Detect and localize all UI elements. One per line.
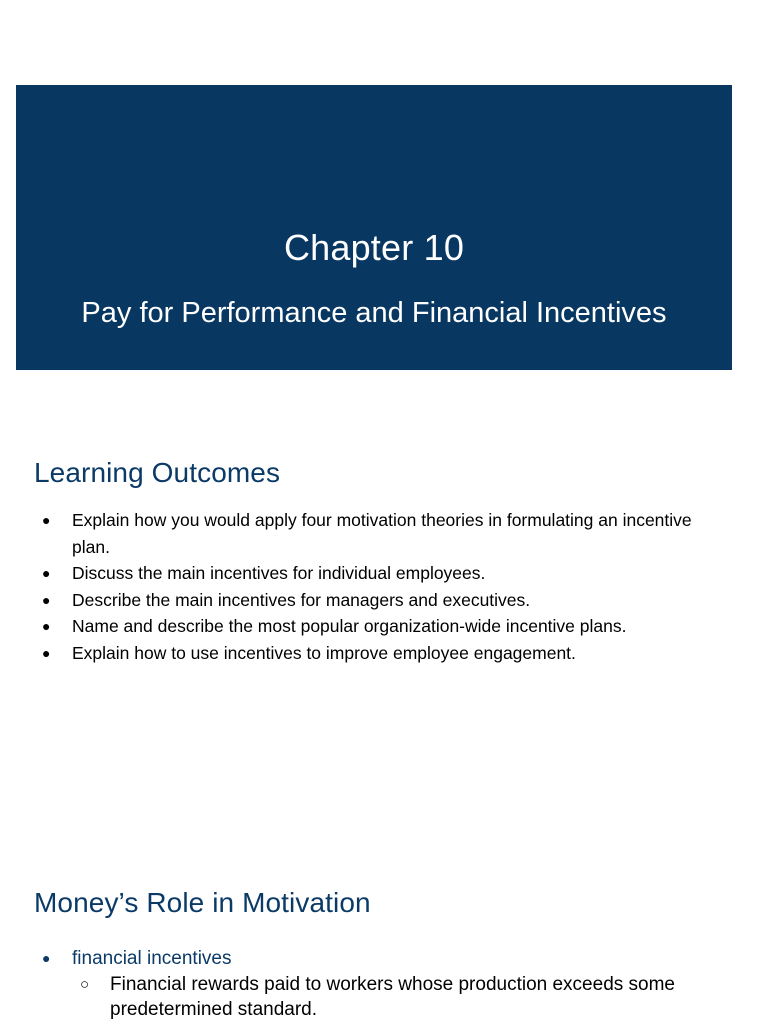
list-item-text: Explain how to use incentives to improve employee engagement. <box>72 642 576 663</box>
list-item <box>42 507 722 560</box>
list-item-text: Discuss the main incentives for individual employees. <box>72 563 486 583</box>
list-item <box>42 613 722 640</box>
term-text: financial incentives <box>72 948 232 969</box>
bullet-icon: ● <box>42 565 51 581</box>
learning-outcomes-list <box>42 507 722 666</box>
definition-text: Financial rewards paid to workers whose production exceeds some predetermined standard. <box>110 974 675 1020</box>
bullet-icon: ● <box>42 591 51 608</box>
learning-outcomes-heading: Learning Outcomes <box>34 457 281 488</box>
circle-bullet-icon: ○ <box>80 976 90 993</box>
list-item <box>42 945 722 972</box>
bullet-icon: ● <box>42 950 51 966</box>
title-banner <box>16 85 732 370</box>
money-role-list <box>42 945 722 1022</box>
list-item-text: Name and describe the most popular organization-wide incentive plans. <box>72 616 627 636</box>
bullet-icon: ● <box>42 644 51 661</box>
bullet-icon: ● <box>42 512 51 528</box>
list-item <box>42 640 722 667</box>
chapter-title: Chapter 10 <box>283 227 465 268</box>
bullet-icon: ● <box>42 618 51 634</box>
chapter-subtitle: Pay for Performance and Financial Incentives <box>81 297 667 329</box>
list-item <box>42 587 722 614</box>
money-role-heading: Money’s Role in Motivation <box>34 887 371 918</box>
list-item-text: Describe the main incentives for managers and executives. <box>72 589 531 610</box>
sub-list-item <box>80 972 722 1022</box>
list-item-text: Explain how you would apply four motivation theories in formulating an incentive plan. <box>72 510 692 557</box>
list-item <box>42 560 722 587</box>
